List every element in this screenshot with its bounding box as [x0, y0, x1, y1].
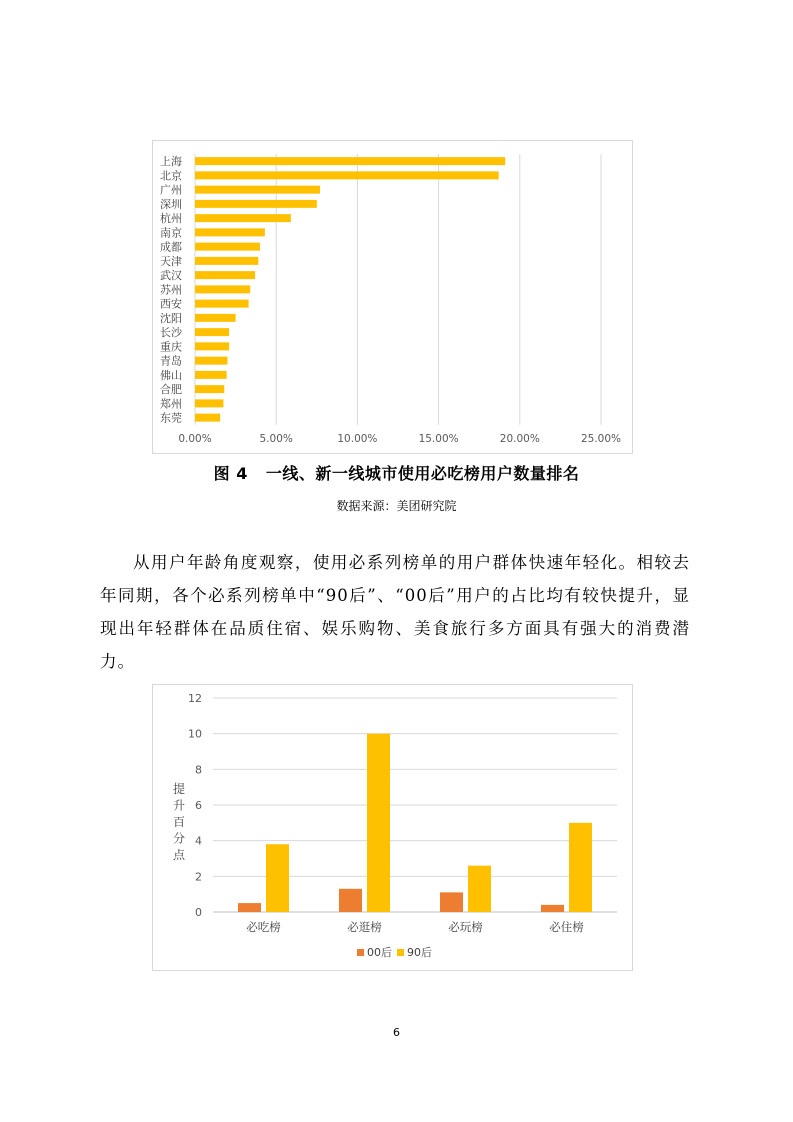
- y-tick-label: 深圳: [160, 197, 182, 211]
- y-tick-label: 杭州: [160, 212, 182, 226]
- y-tick-label: 8: [195, 763, 202, 777]
- y-tick-label: 0: [195, 906, 202, 919]
- city-ranking-chart-svg: [153, 141, 632, 453]
- bar: [195, 171, 499, 179]
- y-tick-label: 西安: [160, 297, 182, 311]
- y-tick-label: 南京: [160, 226, 182, 240]
- bar: [195, 257, 258, 265]
- bar: [195, 271, 255, 279]
- bar-90: [367, 734, 390, 912]
- x-tick-label: 25.00%: [580, 433, 622, 445]
- bar: [195, 371, 227, 379]
- bar: [195, 300, 249, 308]
- x-tick-label: 必玩榜: [448, 920, 483, 934]
- legend-swatch: [357, 949, 364, 956]
- y-tick-label: 长沙: [160, 326, 182, 340]
- legend-label: 90后: [407, 946, 432, 959]
- y-tick-label: 2: [195, 870, 202, 884]
- bar: [195, 243, 260, 251]
- y-tick-label: 广州: [160, 183, 182, 197]
- x-tick-label: 20.00%: [499, 433, 540, 445]
- figure-caption: [0, 461, 793, 484]
- bar: [195, 214, 291, 222]
- y-tick-label: 青岛: [160, 354, 182, 368]
- y-tick-label: 6: [195, 799, 202, 812]
- bar: [195, 399, 223, 407]
- bar-00: [238, 903, 261, 912]
- y-tick-label: 10: [188, 727, 202, 741]
- bar-00: [541, 905, 564, 912]
- bar: [195, 385, 224, 393]
- age-increase-chart-svg: [153, 685, 632, 970]
- age-increase-chart: [152, 684, 633, 971]
- bar-90: [569, 823, 592, 912]
- x-tick-label: 必逛榜: [347, 920, 382, 934]
- bar-90: [266, 844, 289, 912]
- y-tick-label: 佛山: [160, 368, 182, 382]
- legend-swatch: [397, 949, 404, 956]
- y-axis-label-char: 百: [172, 815, 186, 829]
- page-number: 6: [393, 1026, 400, 1039]
- bar: [195, 357, 227, 365]
- bar: [195, 186, 320, 194]
- y-axis-label-char: 分: [172, 831, 186, 846]
- bar-90: [468, 866, 491, 912]
- legend-label: 00后: [367, 946, 392, 959]
- y-tick-label: 东莞: [160, 411, 182, 425]
- x-tick-label: 必吃榜: [246, 920, 281, 934]
- y-tick-label: 沈阳: [160, 311, 182, 325]
- bar: [195, 200, 317, 208]
- y-axis-label-char: 提: [172, 782, 186, 796]
- body-paragraph: 从用户年龄角度观察，使用必系列榜单的用户群体快速年轻化。相较去年同期，各个必系列榜单中“90后”、“00后”用户的占比均有较快提升，显现出年轻群体在品质住宿、娱乐购物、美食旅行多方面具有强大的消费潜力。: [100, 553, 690, 671]
- y-tick-label: 4: [195, 834, 202, 848]
- y-tick-label: 武汉: [160, 269, 182, 283]
- y-tick-label: 北京: [160, 169, 182, 183]
- figure-number: 图 4: [213, 464, 248, 483]
- bar: [195, 314, 236, 322]
- y-tick-label: 成都: [160, 240, 182, 254]
- y-axis-label-char: 升: [172, 798, 186, 813]
- x-tick-label: 15.00%: [418, 433, 459, 445]
- y-tick-label: 苏州: [160, 283, 182, 297]
- city-ranking-chart: [152, 140, 633, 454]
- bar: [195, 285, 250, 293]
- y-tick-label: 郑州: [160, 397, 182, 411]
- x-tick-label: 5.00%: [259, 433, 293, 445]
- x-tick-label: 10.00%: [337, 433, 378, 445]
- figure-title: 一线、新一线城市使用必吃榜用户数量排名: [265, 464, 580, 483]
- y-tick-label: 天津: [160, 254, 182, 268]
- x-tick-label: 必住榜: [549, 920, 584, 934]
- bar: [195, 342, 229, 350]
- bar-00: [440, 892, 463, 912]
- y-tick-label: 上海: [160, 155, 182, 169]
- y-tick-label: 12: [188, 692, 202, 705]
- bar: [195, 328, 229, 336]
- bar: [195, 414, 220, 422]
- bar: [195, 157, 505, 165]
- bar: [195, 228, 265, 236]
- y-tick-label: 合肥: [160, 383, 182, 397]
- figure-source: 数据来源：美团研究院: [336, 499, 457, 513]
- bar-00: [339, 889, 362, 912]
- y-tick-label: 重庆: [160, 340, 182, 354]
- y-axis-label-char: 点: [172, 848, 186, 862]
- x-tick-label: 0.00%: [178, 433, 212, 445]
